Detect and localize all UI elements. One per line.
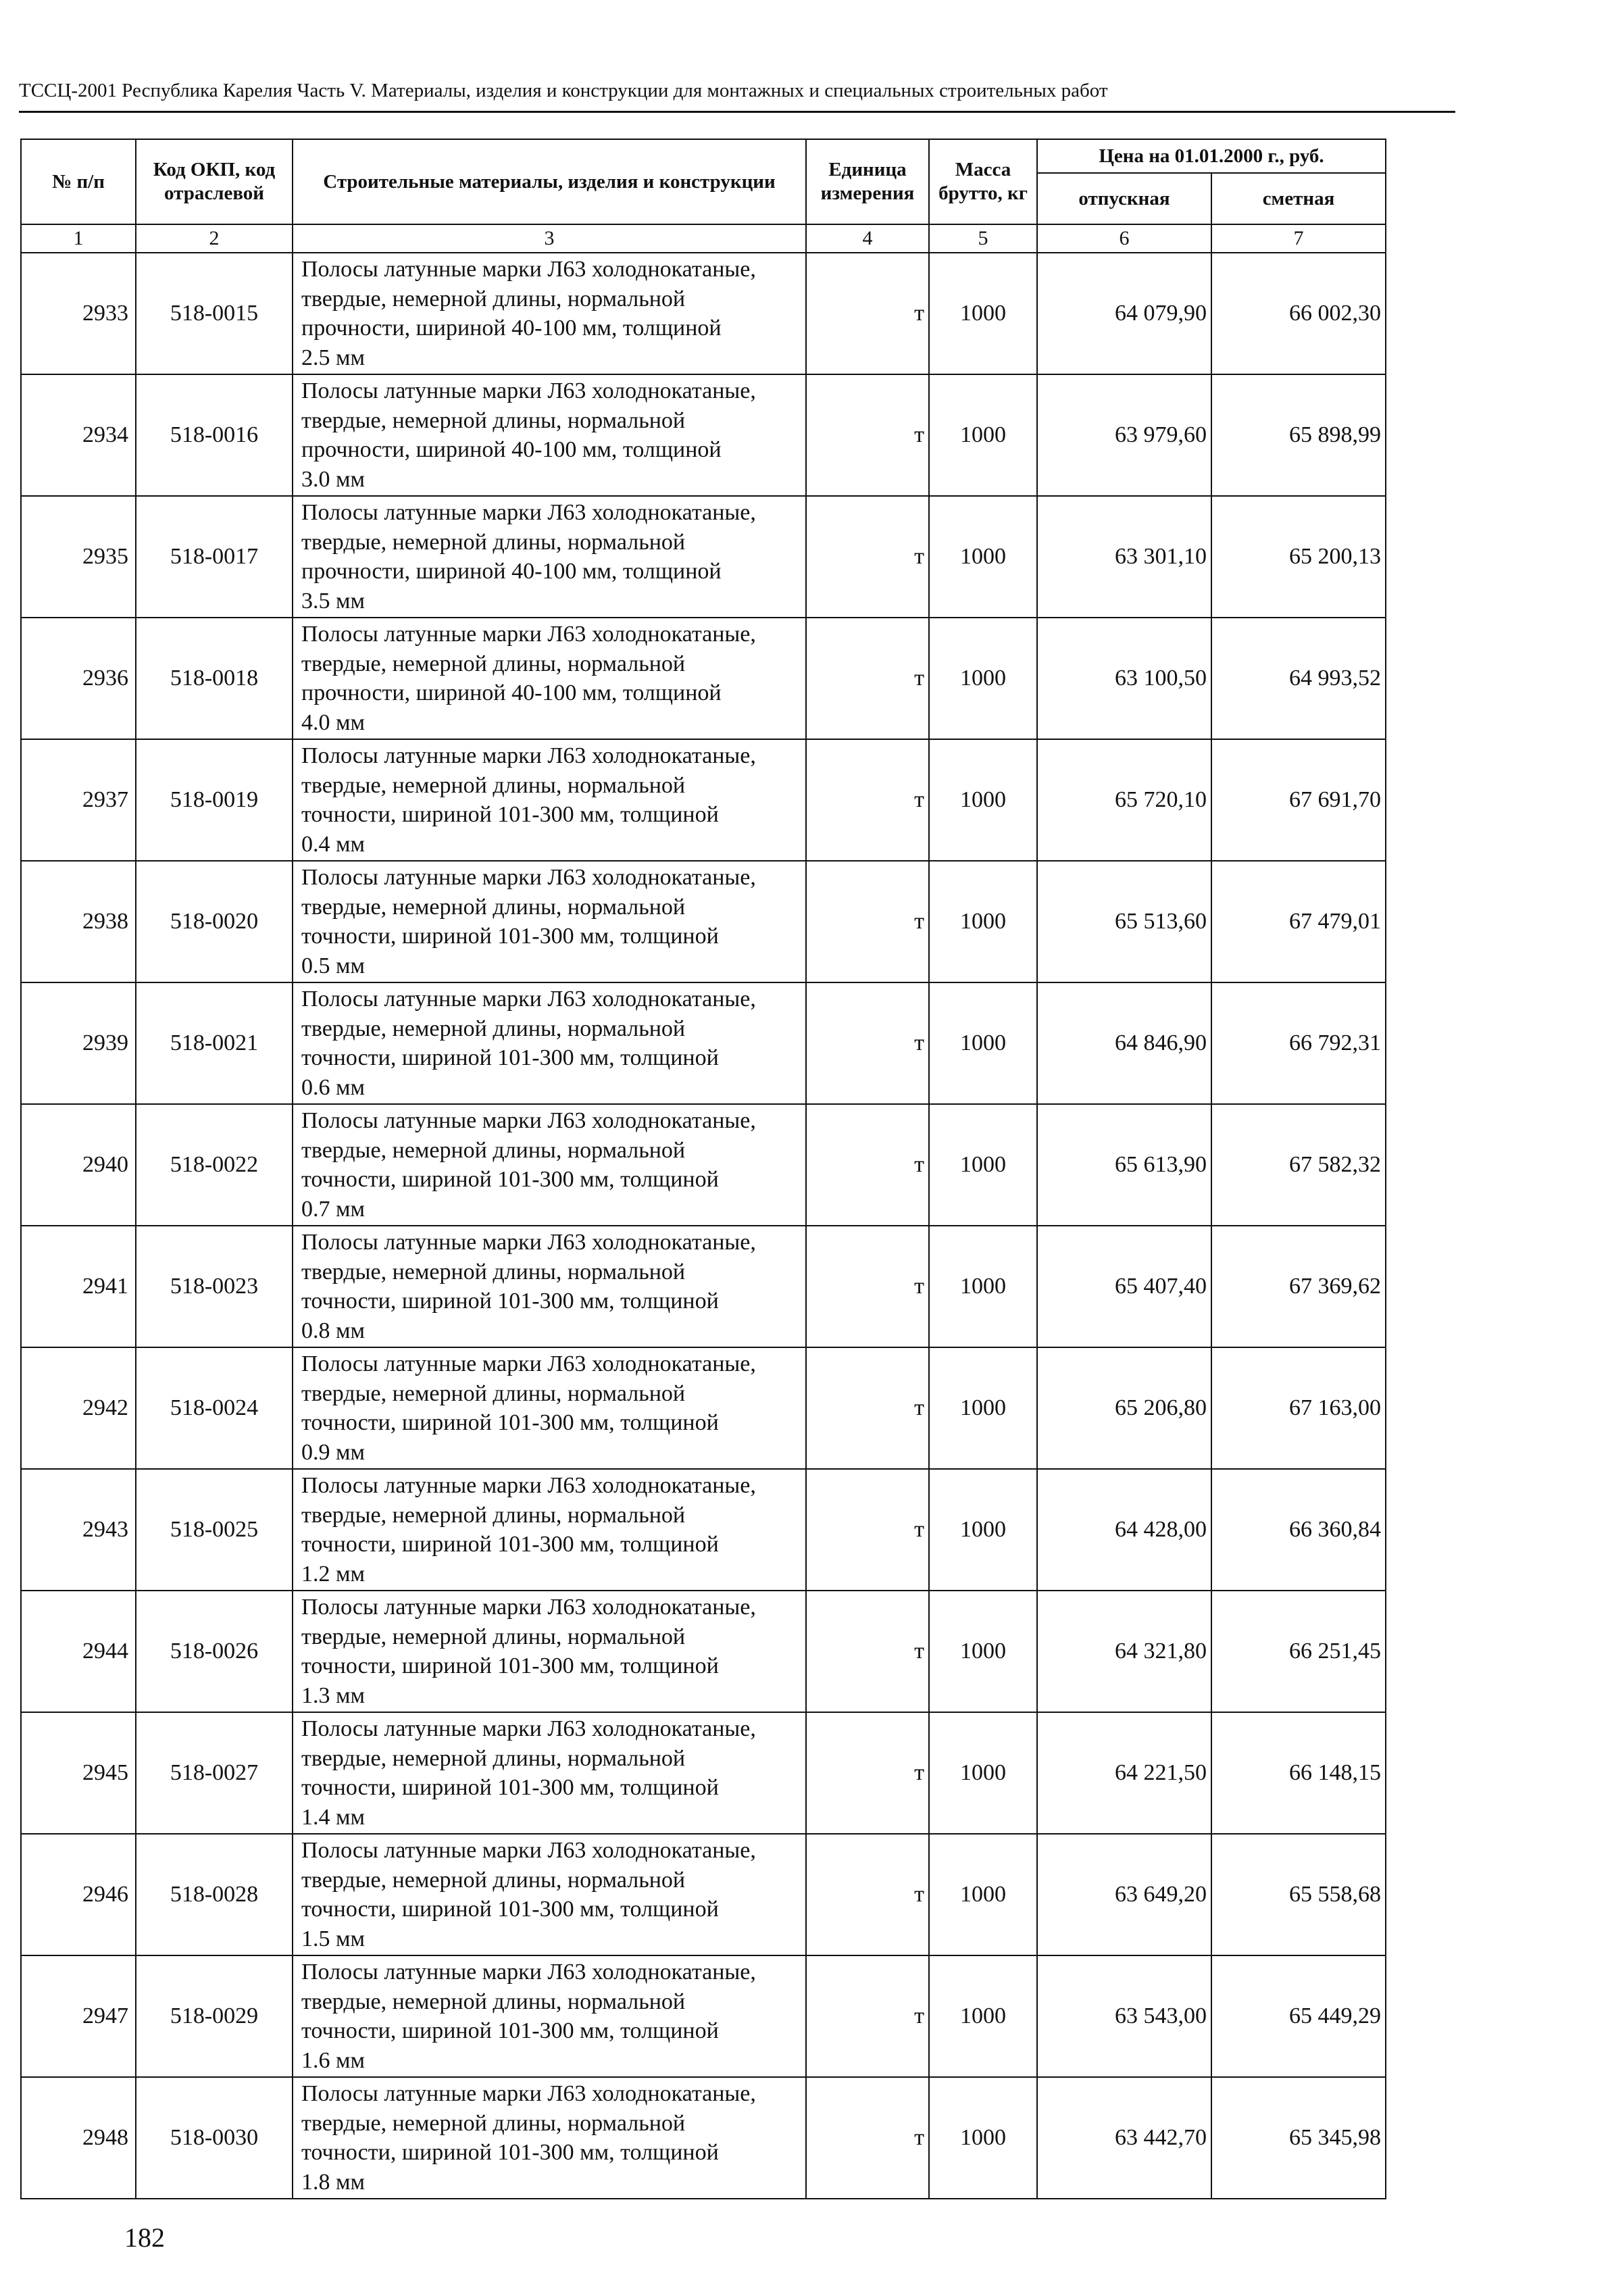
row-estimate-price: 65 200,13	[1211, 496, 1386, 618]
table-row	[21, 618, 1386, 739]
column-number: 4	[806, 224, 929, 253]
description-line: точности, шириной 101-300 мм, толщиной	[301, 802, 719, 827]
row-unit: т	[806, 1955, 929, 2077]
description-line: 3.5 мм	[301, 588, 366, 614]
column-number: 1	[21, 224, 136, 253]
description-line: Полосы латунные марки Л63 холоднокатаные,	[301, 1716, 756, 1741]
row-code: 518-0020	[136, 861, 293, 982]
description-line: точности, шириной 101-300 мм, толщиной	[301, 1775, 719, 1800]
column-number-row	[21, 224, 1386, 253]
row-mass: 1000	[929, 1591, 1037, 1712]
col-header-no: № п/п	[21, 139, 136, 224]
row-number: 2936	[21, 618, 136, 739]
description-line: твердые, немерной длины, нормальной	[301, 651, 686, 676]
col-header-name: Строительные материалы, изделия и конструкции	[293, 139, 806, 224]
description-line: Полосы латунные марки Л63 холоднокатаные,	[301, 1230, 756, 1255]
row-number: 2937	[21, 739, 136, 861]
description-line: твердые, немерной длины, нормальной	[301, 772, 686, 798]
row-code: 518-0024	[136, 1347, 293, 1469]
row-description	[293, 1469, 806, 1591]
row-mass: 1000	[929, 253, 1037, 374]
row-mass: 1000	[929, 1104, 1037, 1226]
table-row	[21, 496, 1386, 618]
description-line: точности, шириной 101-300 мм, толщиной	[301, 1410, 719, 1435]
row-code: 518-0022	[136, 1104, 293, 1226]
description-line: Полосы латунные марки Л63 холоднокатаные,	[301, 743, 756, 768]
row-unit: т	[806, 496, 929, 618]
description-line: Полосы латунные марки Л63 холоднокатаные,	[301, 1960, 756, 1985]
description-line: точности, шириной 101-300 мм, толщиной	[301, 1897, 719, 1922]
table-row	[21, 1712, 1386, 1834]
row-code: 518-0021	[136, 982, 293, 1104]
description-line: точности, шириной 101-300 мм, толщиной	[301, 1532, 719, 1557]
row-unit: т	[806, 1226, 929, 1347]
table-row	[21, 1104, 1386, 1226]
row-unit: т	[806, 1347, 929, 1469]
row-description	[293, 1712, 806, 1834]
row-unit: т	[806, 739, 929, 861]
row-unit: т	[806, 1469, 929, 1591]
row-description	[293, 618, 806, 739]
description-line: 0.9 мм	[301, 1439, 366, 1465]
row-mass: 1000	[929, 1834, 1037, 1955]
row-unit: т	[806, 1834, 929, 1955]
description-line: Полосы латунные марки Л63 холоднокатаные,	[301, 1473, 756, 1498]
description-line: Полосы латунные марки Л63 холоднокатаные,	[301, 257, 756, 282]
row-release-price: 65 613,90	[1037, 1104, 1211, 1226]
description-line: прочности, шириной 40-100 мм, толщиной	[301, 316, 722, 341]
row-unit: т	[806, 982, 929, 1104]
row-release-price: 65 720,10	[1037, 739, 1211, 861]
description-line: твердые, немерной длины, нормальной	[301, 1137, 686, 1163]
description-line: Полосы латунные марки Л63 холоднокатаные,	[301, 865, 756, 890]
column-number: 7	[1211, 224, 1386, 253]
row-mass: 1000	[929, 374, 1037, 496]
description-line: Полосы латунные марки Л63 холоднокатаные,	[301, 987, 756, 1012]
description-line: Полосы латунные марки Л63 холоднокатаные,	[301, 500, 756, 525]
row-estimate-price: 67 369,62	[1211, 1226, 1386, 1347]
row-description	[293, 1347, 806, 1469]
row-number: 2934	[21, 374, 136, 496]
row-mass: 1000	[929, 1955, 1037, 2077]
description-line: Полосы латунные марки Л63 холоднокатаные,	[301, 1595, 756, 1620]
description-line: твердые, немерной длины, нормальной	[301, 407, 686, 433]
price-table	[20, 139, 1386, 2199]
description-line: 0.5 мм	[301, 953, 366, 978]
row-release-price: 63 649,20	[1037, 1834, 1211, 1955]
row-description	[293, 1834, 806, 1955]
row-release-price: 64 079,90	[1037, 253, 1211, 374]
table-row	[21, 1834, 1386, 1955]
row-estimate-price: 66 002,30	[1211, 253, 1386, 374]
row-mass: 1000	[929, 2077, 1037, 2199]
row-release-price: 64 428,00	[1037, 1469, 1211, 1591]
row-mass: 1000	[929, 861, 1037, 982]
row-description	[293, 1955, 806, 2077]
row-estimate-price: 66 792,31	[1211, 982, 1386, 1104]
description-line: 0.4 мм	[301, 831, 366, 857]
row-unit: т	[806, 253, 929, 374]
description-line: 3.0 мм	[301, 466, 366, 492]
description-line: твердые, немерной длины, нормальной	[301, 1989, 686, 2014]
row-estimate-price: 65 558,68	[1211, 1834, 1386, 1955]
row-number: 2933	[21, 253, 136, 374]
row-release-price: 63 979,60	[1037, 374, 1211, 496]
description-line: твердые, немерной длины, нормальной	[301, 529, 686, 555]
description-line: твердые, немерной длины, нормальной	[301, 1380, 686, 1406]
row-number: 2935	[21, 496, 136, 618]
row-mass: 1000	[929, 1712, 1037, 1834]
col-header-mass: Масса брутто, кг	[929, 139, 1037, 224]
row-release-price: 65 513,60	[1037, 861, 1211, 982]
description-line: твердые, немерной длины, нормальной	[301, 286, 686, 311]
row-code: 518-0017	[136, 496, 293, 618]
row-description	[293, 739, 806, 861]
row-estimate-price: 67 582,32	[1211, 1104, 1386, 1226]
row-code: 518-0016	[136, 374, 293, 496]
row-release-price: 64 321,80	[1037, 1591, 1211, 1712]
row-number: 2938	[21, 861, 136, 982]
description-line: 1.8 мм	[301, 2169, 366, 2195]
row-number: 2947	[21, 1955, 136, 2077]
description-line: твердые, немерной длины, нормальной	[301, 1624, 686, 1649]
description-line: прочности, шириной 40-100 мм, толщиной	[301, 559, 722, 584]
row-code: 518-0028	[136, 1834, 293, 1955]
row-description	[293, 861, 806, 982]
description-line: Полосы латунные марки Л63 холоднокатаные,	[301, 1108, 756, 1133]
row-unit: т	[806, 861, 929, 982]
description-line: твердые, немерной длины, нормальной	[301, 1867, 686, 1893]
description-line: точности, шириной 101-300 мм, толщиной	[301, 2018, 719, 2043]
description-line: точности, шириной 101-300 мм, толщиной	[301, 1167, 719, 1192]
table-body	[21, 253, 1386, 2199]
col-header-estimate-price: сметная	[1211, 173, 1386, 224]
row-mass: 1000	[929, 1347, 1037, 1469]
row-estimate-price: 65 449,29	[1211, 1955, 1386, 2077]
row-release-price: 63 301,10	[1037, 496, 1211, 618]
description-line: Полосы латунные марки Л63 холоднокатаные,	[301, 1351, 756, 1376]
row-number: 2940	[21, 1104, 136, 1226]
row-code: 518-0030	[136, 2077, 293, 2199]
row-mass: 1000	[929, 1469, 1037, 1591]
row-release-price: 63 442,70	[1037, 2077, 1211, 2199]
description-line: Полосы латунные марки Л63 холоднокатаные,	[301, 1838, 756, 1863]
row-description	[293, 496, 806, 618]
row-release-price: 65 206,80	[1037, 1347, 1211, 1469]
row-code: 518-0027	[136, 1712, 293, 1834]
row-estimate-price: 65 898,99	[1211, 374, 1386, 496]
row-number: 2942	[21, 1347, 136, 1469]
description-line: твердые, немерной длины, нормальной	[301, 1259, 686, 1284]
description-line: прочности, шириной 40-100 мм, толщиной	[301, 437, 722, 462]
description-line: 1.5 мм	[301, 1926, 366, 1951]
row-mass: 1000	[929, 1226, 1037, 1347]
row-release-price: 63 100,50	[1037, 618, 1211, 739]
row-unit: т	[806, 374, 929, 496]
column-number: 5	[929, 224, 1037, 253]
description-line: 1.2 мм	[301, 1561, 366, 1587]
row-number: 2941	[21, 1226, 136, 1347]
row-release-price: 64 221,50	[1037, 1712, 1211, 1834]
row-number: 2944	[21, 1591, 136, 1712]
col-header-release-price: отпускная	[1037, 173, 1211, 224]
description-line: точности, шириной 101-300 мм, толщиной	[301, 1045, 719, 1070]
row-estimate-price: 65 345,98	[1211, 2077, 1386, 2199]
description-line: точности, шириной 101-300 мм, толщиной	[301, 924, 719, 949]
row-mass: 1000	[929, 739, 1037, 861]
description-line: твердые, немерной длины, нормальной	[301, 2110, 686, 2136]
description-line: твердые, немерной длины, нормальной	[301, 1502, 686, 1528]
table-row	[21, 982, 1386, 1104]
row-number: 2948	[21, 2077, 136, 2199]
row-code: 518-0023	[136, 1226, 293, 1347]
table-row	[21, 861, 1386, 982]
row-description	[293, 2077, 806, 2199]
description-line: твердые, немерной длины, нормальной	[301, 1016, 686, 1041]
row-code: 518-0018	[136, 618, 293, 739]
row-code: 518-0019	[136, 739, 293, 861]
description-line: Полосы латунные марки Л63 холоднокатаные,	[301, 378, 756, 403]
col-header-code: Код ОКП, код отраслевой	[136, 139, 293, 224]
col-header-price-group: Цена на 01.01.2000 г., руб.	[1037, 139, 1386, 173]
description-line: твердые, немерной длины, нормальной	[301, 1745, 686, 1771]
description-line: точности, шириной 101-300 мм, толщиной	[301, 2140, 719, 2165]
row-code: 518-0015	[136, 253, 293, 374]
row-description	[293, 1591, 806, 1712]
column-number: 2	[136, 224, 293, 253]
row-unit: т	[806, 1712, 929, 1834]
row-description	[293, 1226, 806, 1347]
row-unit: т	[806, 1104, 929, 1226]
description-line: 0.6 мм	[301, 1074, 366, 1100]
column-number: 6	[1037, 224, 1211, 253]
description-line: 1.4 мм	[301, 1804, 366, 1830]
page-number: 182	[124, 2222, 165, 2253]
row-mass: 1000	[929, 496, 1037, 618]
table-row	[21, 1469, 1386, 1591]
row-release-price: 65 407,40	[1037, 1226, 1211, 1347]
table-row	[21, 2077, 1386, 2199]
table-row	[21, 1347, 1386, 1469]
row-estimate-price: 64 993,52	[1211, 618, 1386, 739]
description-line: точности, шириной 101-300 мм, толщиной	[301, 1289, 719, 1314]
col-header-unit: Единица измерения	[806, 139, 929, 224]
description-line: 0.7 мм	[301, 1196, 366, 1222]
description-line: Полосы латунные марки Л63 холоднокатаные,	[301, 2081, 756, 2106]
table-row	[21, 739, 1386, 861]
table-row	[21, 1591, 1386, 1712]
description-line: Полосы латунные марки Л63 холоднокатаные,	[301, 622, 756, 647]
description-line: 1.6 мм	[301, 2047, 366, 2073]
description-line: 2.5 мм	[301, 345, 366, 370]
row-unit: т	[806, 2077, 929, 2199]
row-code: 518-0025	[136, 1469, 293, 1591]
row-number: 2945	[21, 1712, 136, 1834]
description-line: твердые, немерной длины, нормальной	[301, 894, 686, 920]
description-line: точности, шириной 101-300 мм, толщиной	[301, 1653, 719, 1678]
row-release-price: 64 846,90	[1037, 982, 1211, 1104]
description-line: 4.0 мм	[301, 709, 366, 735]
row-mass: 1000	[929, 618, 1037, 739]
row-description	[293, 1104, 806, 1226]
row-description	[293, 374, 806, 496]
column-number: 3	[293, 224, 806, 253]
row-unit: т	[806, 618, 929, 739]
row-release-price: 63 543,00	[1037, 1955, 1211, 2077]
row-description	[293, 982, 806, 1104]
row-mass: 1000	[929, 982, 1037, 1104]
row-estimate-price: 66 360,84	[1211, 1469, 1386, 1591]
row-estimate-price: 66 148,15	[1211, 1712, 1386, 1834]
table-row	[21, 1226, 1386, 1347]
row-estimate-price: 66 251,45	[1211, 1591, 1386, 1712]
row-estimate-price: 67 479,01	[1211, 861, 1386, 982]
header-rule	[19, 111, 1455, 113]
row-number: 2939	[21, 982, 136, 1104]
description-line: прочности, шириной 40-100 мм, толщиной	[301, 680, 722, 705]
description-line: 0.8 мм	[301, 1318, 366, 1343]
description-line: 1.3 мм	[301, 1682, 366, 1708]
row-code: 518-0029	[136, 1955, 293, 2077]
table-row	[21, 253, 1386, 374]
row-description	[293, 253, 806, 374]
row-code: 518-0026	[136, 1591, 293, 1712]
table-row	[21, 374, 1386, 496]
running-header: ТССЦ-2001 Республика Карелия Часть V. Материалы, изделия и конструкции для монтажных и специальных строительных работ	[19, 80, 1108, 101]
row-number: 2943	[21, 1469, 136, 1591]
row-number: 2946	[21, 1834, 136, 1955]
row-unit: т	[806, 1591, 929, 1712]
row-estimate-price: 67 163,00	[1211, 1347, 1386, 1469]
table-row	[21, 1955, 1386, 2077]
row-estimate-price: 67 691,70	[1211, 739, 1386, 861]
